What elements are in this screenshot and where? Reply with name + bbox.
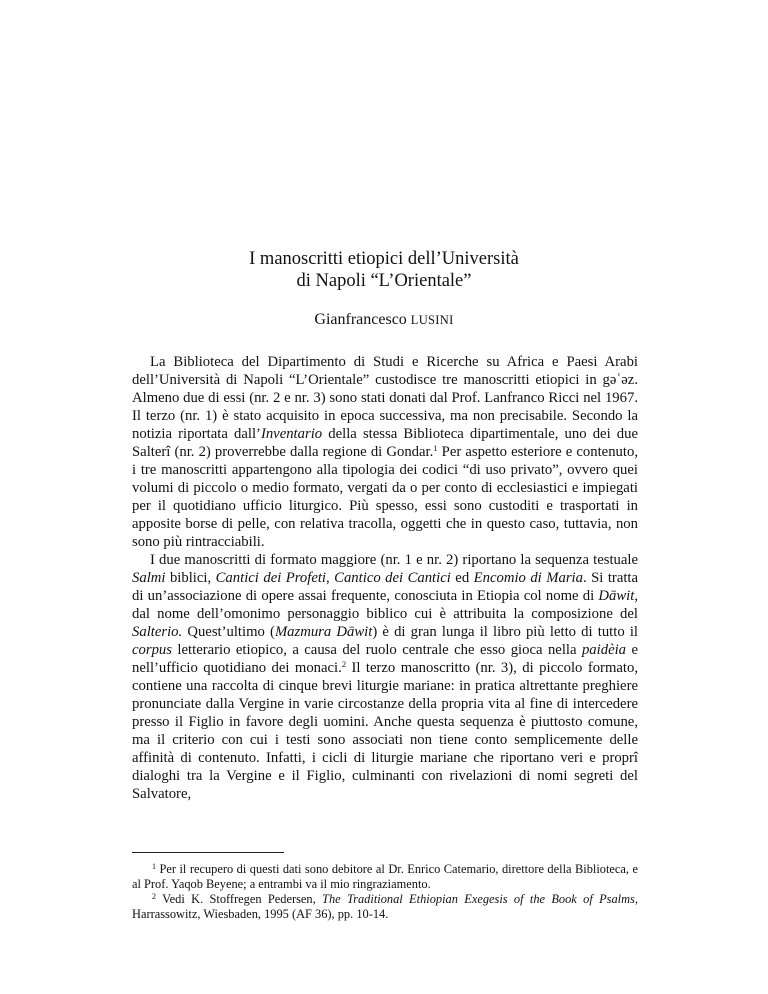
article-title xyxy=(0,248,768,292)
paragraph-2: I due manoscritti di formato maggiore (nr. 1 e nr. 2) riportano la sequenza testuale Salmi biblici, Cantici dei Profeti, Cantico dei Cantici ed Encomio di Maria. Si tratta di un’associazione di opere assai frequente, conosciuta in Etiopia col nome di Dāwit, dal nome dell’omonimo personaggio biblico cui è attribuita la composizione del Salterio. Quest’ultimo (Mazmura Dāwit) è di gran lunga il libro più letto di tutto il corpus letterario etiopico, a causa del ruolo centrale che esso gioca nella paidèia e nell’ufficio quotidiano dei monaci.$^2$ Il terzo manoscritto (nr. 3), di piccolo formato, contiene una raccolta di cinque brevi liturgie mariane: in pratica altrettante preghiere pronunciate dalla Vergine in varie circostanze della propria vita al fine di intercedere presso il Figlio in favore degli uomini. Anche questa sequenza è piuttosto comune, ma il criterio con cui i testi sono associati non tiene conto semplicemente delle affinità di contenuto. Infatti, i cicli di liturgie mariane che riportano veri e proprî dialoghi tra la Vergine e il Figlio, culminanti con rivelazioni di nomi segreti del Salvatore, xyxy=(132,552,639,802)
footnote-ref-2: 2 xyxy=(341,659,347,669)
author-last-name: LUSINI xyxy=(410,313,454,327)
article-body xyxy=(132,353,638,803)
footnote-ref-1: 1 xyxy=(433,443,438,453)
paragraph-1: La Biblioteca del Dipartimento di Studi e Ricerche su Africa e Paesi Arabi dell’Università di Napoli “L’Orientale” custodisce tre manoscritti etiopici in gəʿəz. Almeno due di essi (nr. 2 e nr. 3) sono stati donati dal Prof. Lanfranco Ricci nel 1967. Il terzo (nr. 1) è stato acquisito in epoca successiva, ma non precisabile. Secondo la notizia riportata dall’Inventario della stessa Biblioteca dipartimentale, uno dei due Salterî (nr. 2) proverrebbe dalla regione di Gondar.$^1$ Per aspetto esteriore e contenuto, i tre manoscritti appartengono alla tipologia dei codici “di uso privato”, ovvero quei volumi di piccolo o medio formato, vergati da o per conto di ecclesiastici e impiegati per il quotidiano ufficio liturgico. Più spesso, essi sono custoditi e trasportati in apposite borse di pelle, con relativa tracolla, oggetti che in questo caso, tuttavia, non sono più rintracciabili. xyxy=(132,354,638,550)
title-line-1: I manoscritti etiopici dell’Università xyxy=(249,249,519,269)
title-line-2: di Napoli “L’Orientale” xyxy=(296,271,472,291)
author-name xyxy=(0,311,768,329)
footnote-separator xyxy=(132,852,284,853)
footnotes xyxy=(132,862,638,922)
author-first-name: Gianfrancesco xyxy=(314,311,411,328)
footnote-2: $^2$ Vedi K. Stoffregen Pedersen, The Traditional Ethiopian Exegesis of the Book of Psalms, Harrassowitz, Wiesbaden, 1995 (AF 36), pp. 10-14. xyxy=(132,892,638,921)
footnote-1: $^1$ Per il recupero di questi dati sono debitore al Dr. Enrico Catemario, direttore della Biblioteca, e al Prof. Yaqob Beyene; a entrambi va il mio ringraziamento. xyxy=(132,862,638,891)
